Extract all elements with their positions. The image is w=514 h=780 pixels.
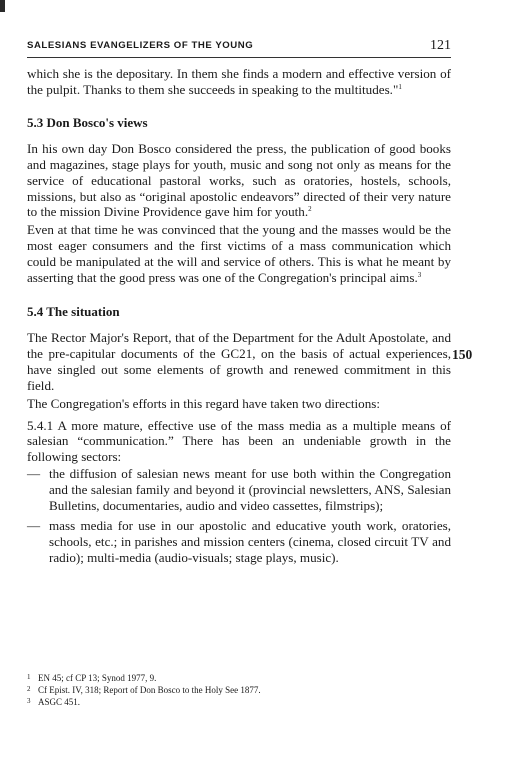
footnote-ref: 1 [398,82,402,91]
list-item: — mass media for use in our apostolic and educative youth work, oratories, schools, etc.; in parishes and mission centers (cinema, closed circuit TV and radio); multi-media (audio-visuals; stage plays, music). [27,517,451,565]
footnote: 3 ASGC 451. [27,697,81,707]
footnote-ref: 3 [417,271,422,280]
paragraph: which she is the depositary. In them she finds a modern and effective version of the pulpit. Thanks to them she succeeds in speaking to the multitudes."$^1$ [27,66,451,97]
paragraph: The Congregation's efforts in this regard have taken two directions: [27,395,381,411]
footnote-ref: 2 [308,205,312,214]
list-dash: — [27,517,41,533]
margin-number: 150 [452,347,473,362]
paragraph: In his own day Don Bosco considered the press, the publication of good books and magazines, stage plays for youth, music and song not only as means for the service of educational pastoral works, such as oratories, hostels, schools, missions, but also as “original apostolic endeavors” directed of their very nature to the mission Divine Providence gave him for youth.$^2$ [27,140,451,220]
scan-corner-mark [0,0,5,12]
list-dash: — [27,466,41,482]
footnote: 1 EN 45; cf CP 13; Synod 1977, 9. [27,673,157,683]
section-heading: 5.4 The situation [27,303,120,319]
page-number: 121 [430,38,451,53]
paragraph: Even at that time he was convinced that the young and the masses would be the most eager consumers and the first victims of a mass communication which could be manipulated at the will and service of others. This is what he meant by asserting that the good press was one of the Congregation's principal aims.$^3$ [27,222,451,286]
running-title: SALESIANS EVANGELIZERS OF THE YOUNG [27,40,254,51]
body-text [27,66,451,566]
running-header [27,38,451,54]
paragraph: The Rector Major's Report, that of the Department for the Adult Apostolate, and the pre-capitular documents of the GC21, on the basis of actual experiences, have singled out some elements of growth and renewed commitment in this field. [27,329,451,393]
header-rule [27,57,451,58]
list-item: — the diffusion of salesian news meant for use both within the Congregation and the salesian family and beyond it (provincial newsletters, ANS, Salesian Bulletins, documentaries, audio and video cassettes, filmstrips); [27,466,451,514]
section-heading: 5.3 Don Bosco's views [27,114,148,130]
footnotes [27,672,451,708]
footnote: 2 Cf Epist. IV, 318; Report of Don Bosco to the Holy See 1877. [27,685,261,695]
paragraph: 5.4.1 A more mature, effective use of the mass media as a multiple means of salesian “communication.” There has been an undeniable growth in the following sectors: [27,417,451,465]
